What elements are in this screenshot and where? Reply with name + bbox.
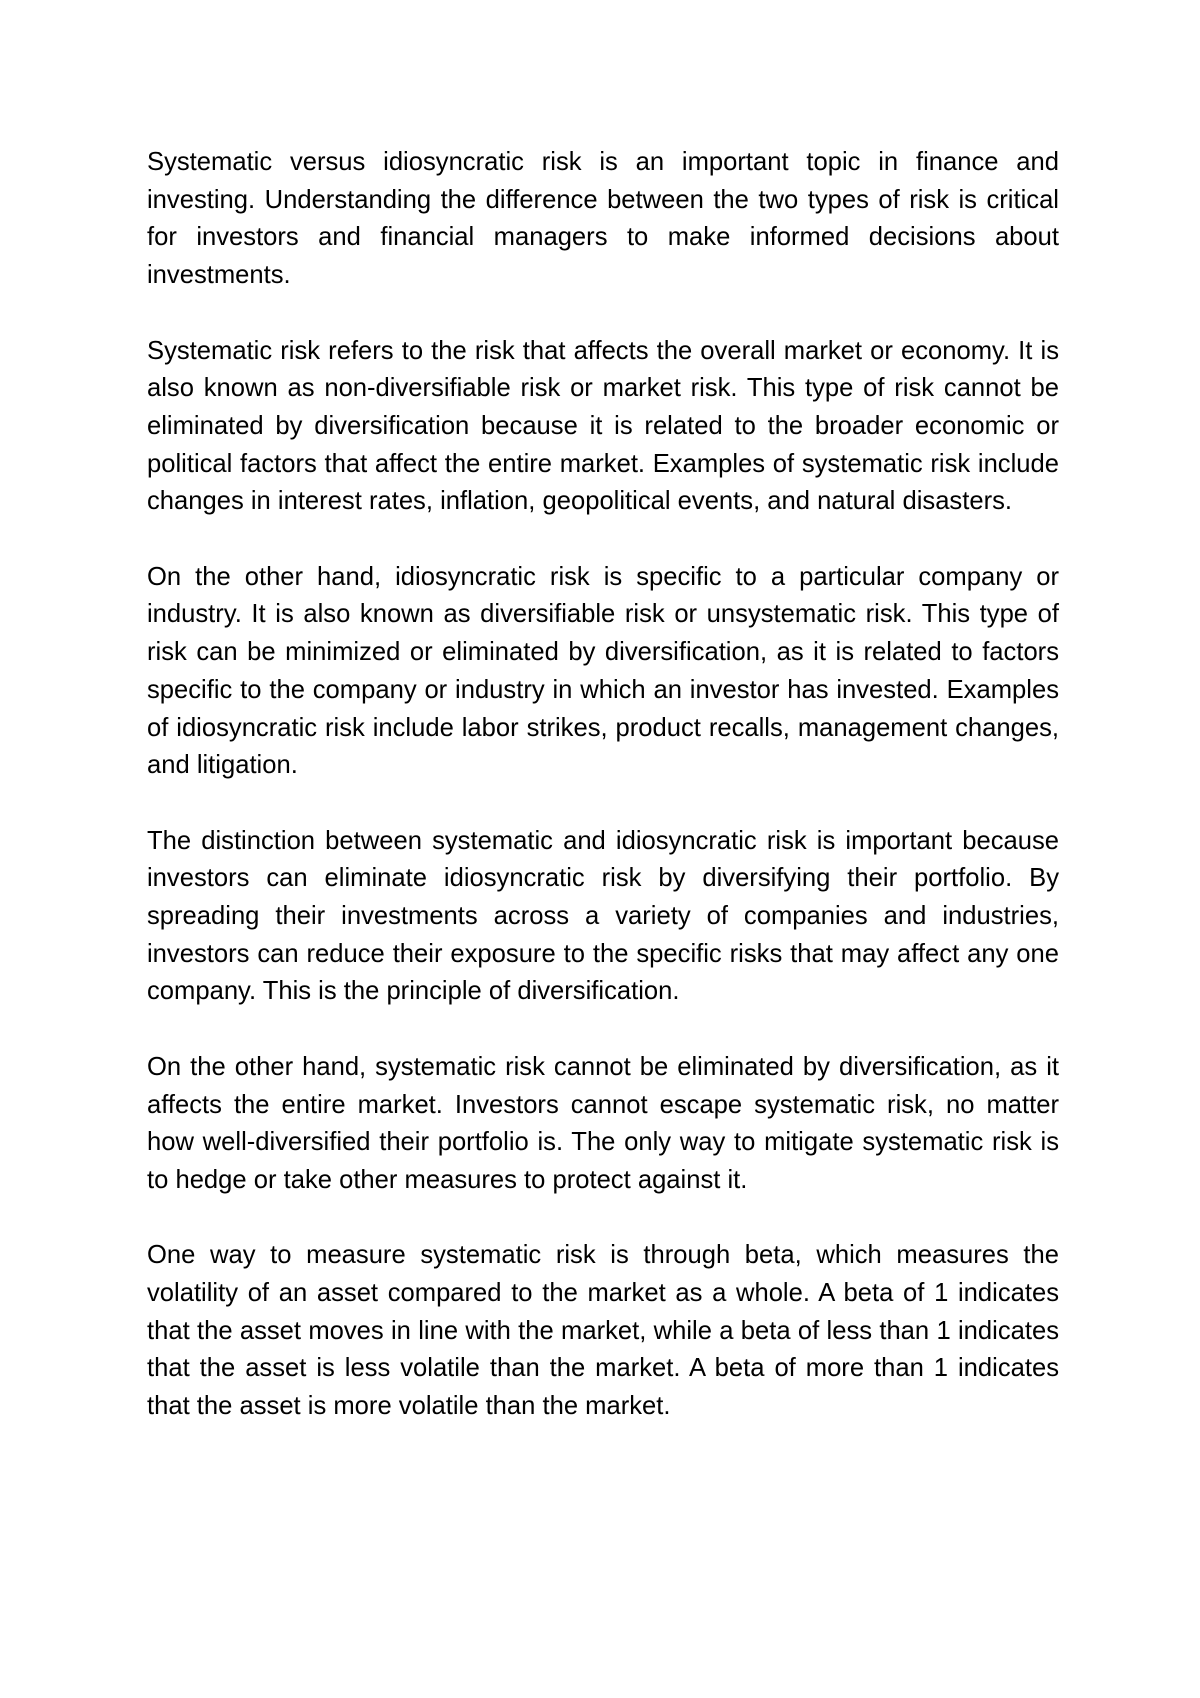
- paragraph-systematic-hedging: On the other hand, systematic risk cannot be eliminated by diversification, as it affects the entire market. Investors cannot escape systematic risk, no matter how well-diversified their portfolio is. The only way to mitigate systematic risk is to hedge or take other measures to protect against it.: [147, 1052, 1059, 1194]
- paragraph-idiosyncratic-risk: On the other hand, idiosyncratic risk is specific to a particular company or industry. It is also known as diversifiable risk or unsystematic risk. This type of risk can be minimized or eliminated by diversification, as it is related to factors specific to the company or industry in which an investor has invested. Examples of idiosyncratic risk include labor strikes, product recalls, management changes, and litigation.: [147, 562, 1059, 780]
- paragraph-intro: Systematic versus idiosyncratic risk is an important topic in finance and investing. Understanding the difference between the two types of risk is critical for investors and financial managers to make informed decisions about investments.: [147, 148, 1059, 290]
- document-body: [147, 144, 1059, 1426]
- paragraph-beta: One way to measure systematic risk is through beta, which measures the volatility of an asset compared to the market as a whole. A beta of 1 indicates that the asset moves in line with the market, while a beta of less than 1 indicates that the asset is less volatile than the market. A beta of more than 1 indicates that the asset is more volatile than the market.: [147, 1241, 1059, 1421]
- paragraph-distinction: The distinction between systematic and idiosyncratic risk is important because investors can eliminate idiosyncratic risk by diversifying their portfolio. By spreading their investments across a variety of companies and industries, investors can reduce their exposure to the specific risks that may affect any one company. This is the principle of diversification.: [147, 826, 1059, 1006]
- paragraph-systematic-risk: Systematic risk refers to the risk that affects the overall market or economy. It is also known as non-diversifiable risk or market risk. This type of risk cannot be eliminated by diversification because it is related to the broader economic or political factors that affect the entire market. Examples of systematic risk include changes in interest rates, inflation, geopolitical events, and natural disasters.: [147, 336, 1059, 516]
